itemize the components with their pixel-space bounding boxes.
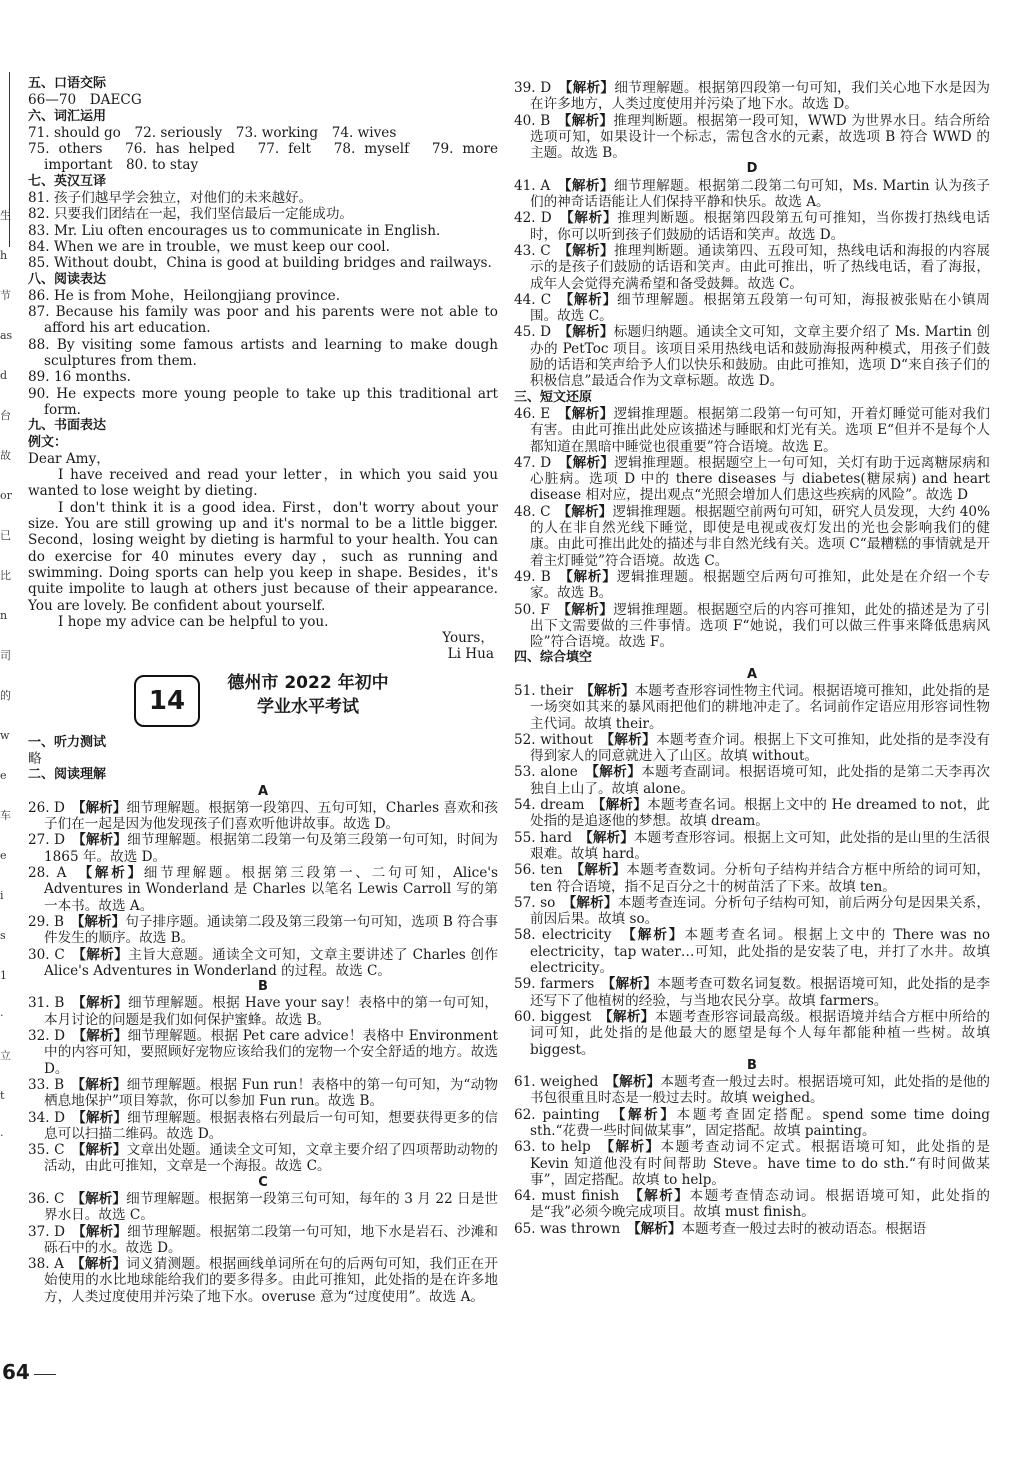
analysis-text: 细节理解题。根据第五段第一句可知，海报被张贴在小镇周围。故选 C。 [530,291,991,325]
analysis-text: 本题考查固定搭配。spend some time doing sth.“花费一些时间做某事”，固定搭配。故填 painting。 [530,1106,990,1139]
answer-item [514,243,990,292]
analysis-text: 本题考查动词不定式。根据语境可知，此处指的是 Kevin 知道他没有时间帮助 Steve。have time to do sth.“有时间做某事”，固定搭配。故填 to help。 [530,1139,991,1188]
cropped-text-fragment: n [0,609,8,622]
answer-item [514,976,990,1009]
answer-item [514,210,990,243]
analysis-text: 逻辑推理题。根据题空后两句可推知，此处是在介绍一个专家。故选 B。 [530,568,991,602]
answer-list [514,1074,990,1237]
letter-paragraph: I hope my advice can be helpful to you. [58,613,329,630]
cropped-text-fragment: 司 [0,649,11,662]
passage-label: B [258,979,268,995]
analysis-text: 标题归纳题。通读全文可知，文章主要介绍了 Ms. Martin 创办的 PetToc 项目。该项目采用热线电话和鼓励海报两种模式，用孩子们鼓励的话语和笑声给予人们以快乐和鼓励。由此可推知，选项 D“来自孩子们的积极信息”最适合作为文章标题。故选 D。 [530,324,991,390]
exam-header [28,671,498,731]
answer-item [514,1139,990,1188]
answer-list [514,406,990,650]
letter-signature: Li Hua [447,646,494,663]
analysis-tag: 【解析】 [78,1191,127,1207]
analysis-tag: 【解析】 [565,324,614,341]
section-heading: 一、听力测试 [28,734,107,750]
answer-key: 51. their [514,682,574,699]
cropped-text-fragment: 比 [0,569,11,582]
analysis-text: 细节理解题。根据第三段第一、二句可知，Alice's Adventures in Wonderland 是 Charles 以笔名 Lewis Carroll 写的第一本书。故选 A。 [44,865,499,914]
answer-key: 43. C [514,242,551,259]
passage-label: A [746,666,758,682]
analysis-tag: 【解析】 [564,112,614,129]
analysis-tag: 【解析】 [566,210,618,227]
analysis-tag: 【解析】 [565,80,615,96]
answer-item [28,1077,498,1110]
analysis-tag: 【解析】 [85,865,144,882]
analysis-text: 本题考查名词。根据上文中的 There was no electricity，tap water…可知，此处指的是安装了电，并打了水井。故填 electricity。 [530,927,991,977]
answer-item [514,80,990,113]
analysis-tag: 【解析】 [569,894,618,911]
section-heading: 八、阅读表达 [28,271,107,287]
answer-key: 56. ten [514,862,563,879]
analysis-text: 逻辑推理题。根据题空上一句可知，关灯有助于远离糖尿病和心脏病。选项 D 中的 there diseases 与 diabetes(糖尿病) and heart disease 相对应，提出观点“光照会增加人们患这些疾病的风险”。故选 D [530,454,991,504]
letter-paragraph: I don't think it is a good idea. First，don't worry about your size. You are still growing up and it's normal to be a little bigger. Second，losing weight by dieting is harmful to your health. You can do exercise for 40 minutes every day，such as running and swimming. Doing sports can help you keep in shape. Besides，it's quite impolite to laugh at others just because of their appearance. You are lovely. Be confident about yourself. [28,499,498,614]
answer-key: 62. painting [514,1106,600,1123]
answer-list [514,80,990,161]
answer-key: 57. so [514,894,556,911]
cropped-text-fragment: 已 [0,529,11,542]
analysis-tag: 【解析】 [592,764,642,781]
analysis-tag: 【解析】 [564,503,613,520]
cropped-text-fragment: w [0,729,10,742]
analysis-text: 本题考查数词。分析句子结构并结合方框中所给的词可知，ten 符合语境，指不足百分之十的树苗活了下来。故填 ten。 [530,862,991,895]
page-number: 64 [2,1360,30,1384]
analysis-text: 本题考查一般过去时的被动语态。根据语 [681,1220,927,1237]
answer-item [514,1221,990,1237]
cropped-text-fragment: 1 [0,969,7,982]
cropped-text-fragment: e [0,769,7,782]
answer-item [28,1256,498,1305]
answer-key: 34. D [28,1109,65,1126]
answer-key: 59. farmers [514,976,595,993]
answer-item [514,455,990,504]
answer-item [514,1009,990,1058]
answer-key: 44. C [514,291,552,308]
analysis-text: 细节理解题。根据 Have your say！表格中的第一句可知，本月讨论的问题是我们如何保护蜜蜂。故选 B。 [44,995,499,1028]
left-column [28,76,498,1305]
answer-item [514,1107,990,1140]
passage-label: A [257,783,269,799]
answer-item [514,1188,990,1221]
analysis-tag: 【解析】 [628,927,685,944]
analysis-tag: 【解析】 [78,799,127,816]
cropped-text-fragment: t [0,1089,5,1102]
analysis-tag: 【解析】 [618,1106,677,1123]
cropped-text-fragment: or [0,489,12,502]
analysis-text: 推理判断题。通读第四、五段可知，热线电话和海报的内容展示的是孩子们鼓励的话语和笑声。由此可推出，听了热线电话，看了海报，成年人会觉得充满希望和备受鼓舞。故选 C。 [530,242,991,292]
analysis-tag: 【解析】 [564,405,614,422]
answer-item [28,1224,498,1257]
cropped-text-fragment: s [0,929,6,942]
cropped-text-fragment: 生 [0,209,11,222]
analysis-text: 逻辑推理题。根据第二段第一句可知，开着灯睡觉可能对我们有害。由此可推出此处应该描述与睡眠和灯光有关。选项 E“但并不是每个人都知道在黑暗中睡觉也很重要”符合语境。故选 E。 [530,405,991,455]
answer-key: 65. was thrown [514,1220,621,1237]
answer-key: 52. without [514,731,593,748]
analysis-tag: 【解析】 [565,242,614,259]
exam-subtitle: 学业水平考试 [257,696,359,717]
analysis-text: 细节理解题。根据 Pet care advice！表格中 Environment 中的内容可知，要照顾好宠物应该给我们的宠物一个安全舒适的地方。故选 D。 [44,1028,499,1077]
answer-line: 71. should go 72. seriously 73. working 74. wives [28,124,397,141]
letter-greeting: Dear Amy， [28,450,110,467]
analysis-text: 细节理解题。根据 Fun run！表格中的第一句可知，为“动物栖息地保护”项目筹款，你可以参加 Fun run。故选 B。 [44,1076,499,1110]
letter-paragraph: I have received and read your letter，in which you said you wanted to lose weight by dieting. [28,467,498,500]
answer-key: 37. D [28,1223,65,1240]
analysis-tag: 【解析】 [77,913,126,930]
answer-item [514,113,990,162]
answer-list [28,800,498,979]
analysis-text: 细节理解题。根据第二段第二句可知，Ms. Martin 认为孩子们的神奇话语能让人们保持平静和快乐。故选 A。 [530,177,991,211]
answer-item [514,292,990,325]
list-item: 90. He expects more young people to take up this traditional art form. [28,385,498,418]
analysis-tag: 【解析】 [612,1074,661,1091]
analysis-text: 本题考查形容词。根据上文可知，此处指的是山里的生活很艰难。故填 hard。 [530,829,991,862]
answer-item [514,830,990,863]
analysis-tag: 【解析】 [79,1028,128,1045]
page-number-rule [34,1374,56,1375]
analysis-tag: 【解析】 [78,832,128,849]
analysis-tag: 【解析】 [78,1142,127,1159]
analysis-tag: 【解析】 [608,976,658,993]
list-item: 87. Because his family was poor and his parents were not able to afford his art education. [28,304,498,337]
analysis-text: 逻辑推理题。根据题空后的内容可推知，此处的描述是为了引出下文需要做的三件事情。选项 F“她说，我们可以做三件事来降低患病风险”符合语境。故选 F。 [530,601,991,651]
cropped-text-fragment: e [0,849,7,862]
answer-item [514,504,990,569]
answer-key: 27. D [28,832,65,849]
answer-key: 64. must finish [514,1188,620,1205]
answer-item [514,683,990,732]
list-item: 83. Mr. Liu often encourages us to communicate in English. [28,222,441,239]
section-heading: 六、词汇运用 [28,108,107,124]
answer-key: 60. biggest [514,1008,592,1025]
passage-label: D [746,161,758,177]
answer-item [514,797,990,830]
cropped-text-fragment: i [0,889,4,902]
answer-key: 55. hard [514,829,573,846]
answer-key: 47. D [514,454,552,471]
analysis-tag: 【解析】 [78,1109,128,1126]
cropped-text-fragment: as [0,329,13,342]
section-heading: 二、阅读理解 [28,767,107,783]
analysis-tag: 【解析】 [78,1223,128,1240]
analysis-text: 细节理解题。根据第二段第一句可知，地下水是岩石、沙滩和砾石中的水。故选 D。 [44,1223,499,1256]
cropped-text-fragment: h [0,249,8,262]
analysis-tag: 【解析】 [577,862,627,879]
analysis-text: 推理判断题。根据第四段第五句可推知，当你拨打热线电话时，你可以听到孩子们鼓励的话语和笑声。故选 D。 [530,210,991,243]
analysis-text: 主旨大意题。通读全文可知，文章主要讲述了 Charles 创作 Alice's Adventures in Wonderland 的过程。故选 C。 [44,946,499,979]
list-item: 86. He is from Mohe，Heilongjiang province. [28,287,341,304]
analysis-tag: 【解析】 [78,1076,127,1093]
analysis-tag: 【解析】 [598,797,648,814]
analysis-text: 细节理解题。根据第四段第一句可知，我们关心地下水是因为在许多地方，人类过度使用并污染了地下水。故选 D。 [530,80,991,113]
answer-key: 63. to help [514,1139,591,1156]
answer-item [28,995,498,1028]
list-item: 81. 孩子们越早学会独立，对他们的未来越好。 [28,190,313,207]
reading-expression-list [28,288,498,418]
answer-item [28,1028,498,1077]
answer-item [28,914,498,947]
analysis-text: 本题考查介词。根据上下文可推知，此处指的是李没有得到家人的同意就进入了山区。故填 without。 [530,731,991,765]
answer-key: 33. B [28,1076,65,1093]
answer-item [514,324,990,389]
analysis-tag: 【解析】 [635,1188,690,1205]
analysis-text: 本题考查连词。分析句子结构可知，前后两分句是因果关系，前因后果。故填 so。 [530,894,991,928]
letter-closing: Yours， [442,630,494,647]
answer-item [514,764,990,797]
analysis-text: 逻辑推理题。根据题空前两句可知，研究人员发现，大约 40% 的人在非自然光线下睡觉，即使是电视或夜灯发出的光也会影响我们的健康。由此可推出此处的描述与非自然光线有关。选项 C“最糟糕的事情就是开着主灯睡觉”符合语境。故选 C。 [530,503,990,569]
analysis-text: 本题考查副词。根据语境可知，此处指的是第二天李再次独自上山了。故填 alone。 [530,764,990,797]
answer-item [28,1191,498,1224]
answer-item [514,862,990,895]
analysis-text: 本题考查形容词最高级。根据语境并结合方框中所给的词可知，此处指的是他最大的愿望是每个人每年都能种植一些树。故填 biggest。 [530,1008,991,1058]
answer-key: 49. B [514,568,551,585]
analysis-tag: 【解析】 [566,291,618,308]
analysis-text: 细节理解题。根据第一段第四、五句可知，Charles 喜欢和孩子们在一起是因为他发现孩子们喜欢听他讲故事。故选 D。 [44,799,498,833]
passage-label: C [258,1174,268,1190]
exam-number-badge: 14 [134,675,200,727]
answer-key: 28. A [28,865,67,882]
section-heading: 九、书面表达 [28,418,107,434]
analysis-text: 本题考查可数名词复数。根据语境可知，此处指的是李还写下了他植树的经验，与当地农民分享。故填 farmers。 [530,976,991,1009]
answer-key: 50. F [514,601,550,618]
cropped-text-fragment: 车 [0,809,11,822]
answer-list [514,178,990,390]
answer-list [28,995,498,1174]
analysis-tag: 【解析】 [77,1256,127,1273]
analysis-text: 本题考查情态动词。根据语境可知，此处指的是“我”必须今晚完成项目。故填 must finish。 [530,1188,991,1221]
passage-label: B [747,1057,757,1073]
answer-line: 75. others 76. has helped 77. felt 78. myself 79. more important 80. to stay [28,141,498,174]
list-item: 85. Without doubt，China is good at building bridges and railways. [28,255,492,272]
answer-key: 45. D [514,324,552,341]
analysis-text: 句子排序题。通读第二段及第三段第一句可知，选项 B 符合事件发生的顺序。故选 B。 [44,913,498,947]
exam-title: 德州市 2022 年初中 [227,672,389,693]
answer-key: 54. dream [514,797,585,814]
section-heading: 四、综合填空 [514,650,593,666]
sample-label: 例文： [28,434,68,450]
analysis-tag: 【解析】 [78,995,129,1012]
cropped-text-fragment: · [0,1009,4,1022]
answer-item [514,406,990,455]
answer-item [514,569,990,602]
cropped-text-fragment: 立 [0,1049,11,1062]
answer-item [28,865,498,914]
cropped-text-fragment: · [0,1129,4,1142]
answer-item [514,1074,990,1107]
analysis-text: 细节理解题。根据表格右列最后一句可知，想要获得更多的信息可以扫描二维码。故选 D。 [44,1109,499,1142]
answer-item [514,927,990,976]
answer-item [514,178,990,211]
answer-key: 35. C [28,1142,65,1159]
analysis-tag: 【解析】 [565,454,615,471]
analysis-tag: 【解析】 [564,601,614,618]
cropped-text-fragment: 故 [0,449,11,462]
answer-key: 53. alone [514,764,578,781]
answer-item [28,1110,498,1143]
answer-key: 58. electricity [514,927,612,944]
analysis-text: 细节理解题。根据第一段第三句可知，每年的 3 月 22 日是世界水日。故选 C。 [44,1191,499,1224]
answer-item [514,602,990,651]
answer-key: 29. B [28,913,64,930]
section-body: 略 [28,750,42,767]
list-item: 88. By visiting some famous artists and learning to make dough sculptures from them. [28,336,498,370]
analysis-tag: 【解析】 [585,829,634,846]
answer-key: 42. D [514,210,552,227]
cropped-left-margin [0,60,14,1350]
section-heading: 五、口语交际 [28,76,107,91]
cropped-text-fragment: 节 [0,289,11,302]
answer-key: 31. B [28,995,65,1012]
answer-item [514,732,990,765]
analysis-tag: 【解析】 [605,1008,655,1025]
section-heading: 三、短文还原 [514,389,593,405]
answer-item [28,947,498,980]
analysis-text: 词义猜测题。根据画线单词所在句的后两句可知，我们正在开始使用的水比地球能给我们的要多得多。由此可推知，此处指的是在许多地方，人类过度使用并污染了地下水。overuse 意为“过度使用”。故选 A。 [44,1256,499,1305]
answer-key: 40. B [514,112,551,129]
analysis-tag: 【解析】 [633,1220,682,1237]
analysis-text: 推理判断题。根据第一段可知，WWD 为世界水日。结合所给选项可知，如果设计一个标志，需包含水的元素，故选项 B 符合 WWD 的主题。故选 B。 [530,112,991,162]
answer-list [28,1191,498,1305]
answer-key: 61. weighed [514,1074,599,1091]
answer-line: 66—70 DAECG [28,92,142,109]
answer-key: 26. D [28,799,65,816]
analysis-text: 本题考查形容词性物主代词。根据语境可推知，此处指的是一场突如其来的暴风雨把他们的耕地冲走了。名词前作定语应用形容词性物主代词。故填 their。 [530,682,991,732]
answer-item [514,895,990,928]
cropped-text-fragment: d [0,369,8,382]
answer-key: 39. D [514,80,552,96]
section-heading: 七、英汉互译 [28,173,107,189]
answer-key: 48. C [514,503,551,520]
right-column [514,80,990,1237]
answer-key: 32. D [28,1028,66,1045]
analysis-text: 细节理解题。根据第二段第一句及第三段第一句可知，时间为 1865 年。故选 D。 [44,832,499,865]
list-item: 84. When we are in trouble，we must keep our cool. [28,238,390,255]
answer-key: 38. A [28,1256,64,1273]
analysis-tag: 【解析】 [79,946,129,963]
analysis-tag: 【解析】 [586,682,635,699]
answer-item [28,800,498,833]
list-item: 89. 16 months. [28,369,131,386]
analysis-text: 文章出处题。通读全文可知，文章主要介绍了四项帮助动物的活动，由此可推知，文章是一个海报。故选 C。 [44,1142,499,1175]
analysis-tag: 【解析】 [607,731,657,748]
cropped-text-fragment: 的 [0,689,11,702]
answer-key: 30. C [28,946,65,963]
translation-list [28,190,498,271]
answer-item [28,1142,498,1175]
list-item: 82. 只要我们团结在一起，我们坚信最后一定能成功。 [28,206,354,223]
answer-list [514,683,990,1058]
analysis-text: 本题考查名词。根据上文中的 He dreamed to not，此处指的是追逐他的梦想。故填 dream。 [530,797,991,830]
cropped-text-fragment: 台 [0,409,11,422]
answer-key: 46. E [514,405,551,422]
answer-item [28,832,498,865]
answer-key: 41. A [514,177,551,194]
analysis-text: 本题考查一般过去时。根据语境可知，此处指的是他的书包很重且时态是一般过去时。故填 weighed。 [530,1074,991,1107]
analysis-tag: 【解析】 [564,177,614,194]
analysis-tag: 【解析】 [565,568,617,585]
answer-key: 36. C [28,1191,65,1207]
analysis-tag: 【解析】 [607,1139,661,1156]
